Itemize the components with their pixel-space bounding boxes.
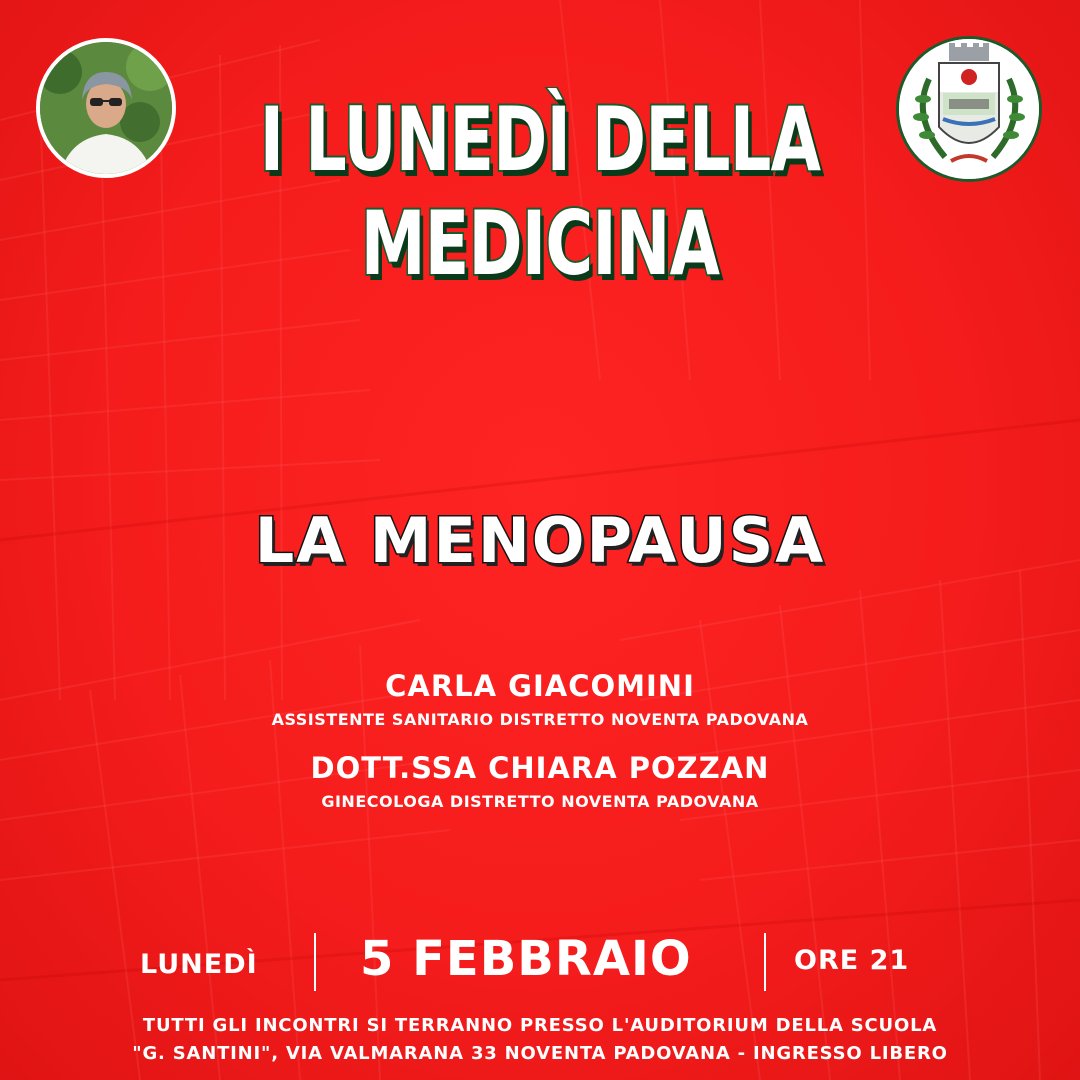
speaker-2-name: DOTT.SSA CHIARA POZZAN [310,751,770,785]
event-day: LUNEDÌ [140,949,258,980]
topic-heading: LA MENOPAUSA [254,504,826,577]
title-line-2: MEDICINA [360,192,720,295]
speaker-1-role: ASSISTENTE SANITARIO DISTRETTO NOVENTA PADOVANA [271,710,809,729]
venue-line-2: "G. SANTINI", VIA VALMARANA 33 NOVENTA PADOVANA - INGRESSO LIBERO [132,1043,948,1064]
event-date-row [0,925,1080,995]
page-title [140,88,939,296]
speaker-2-role: GINECOLOGA DISTRETTO NOVENTA PADOVANA [321,792,759,811]
event-time: ORE 21 [794,945,910,976]
venue-line-1: TUTTI GLI INCONTRI SI TERRANNO PRESSO L'AUDITORIUM DELLA SCUOLA [142,1015,938,1036]
divider [764,933,766,991]
speaker-1-name: CARLA GIACOMINI [385,669,695,703]
divider [314,933,316,991]
event-date: 5 FEBBRAIO [360,931,692,987]
title-line-1: I LUNEDÌ DELLA [259,88,821,191]
